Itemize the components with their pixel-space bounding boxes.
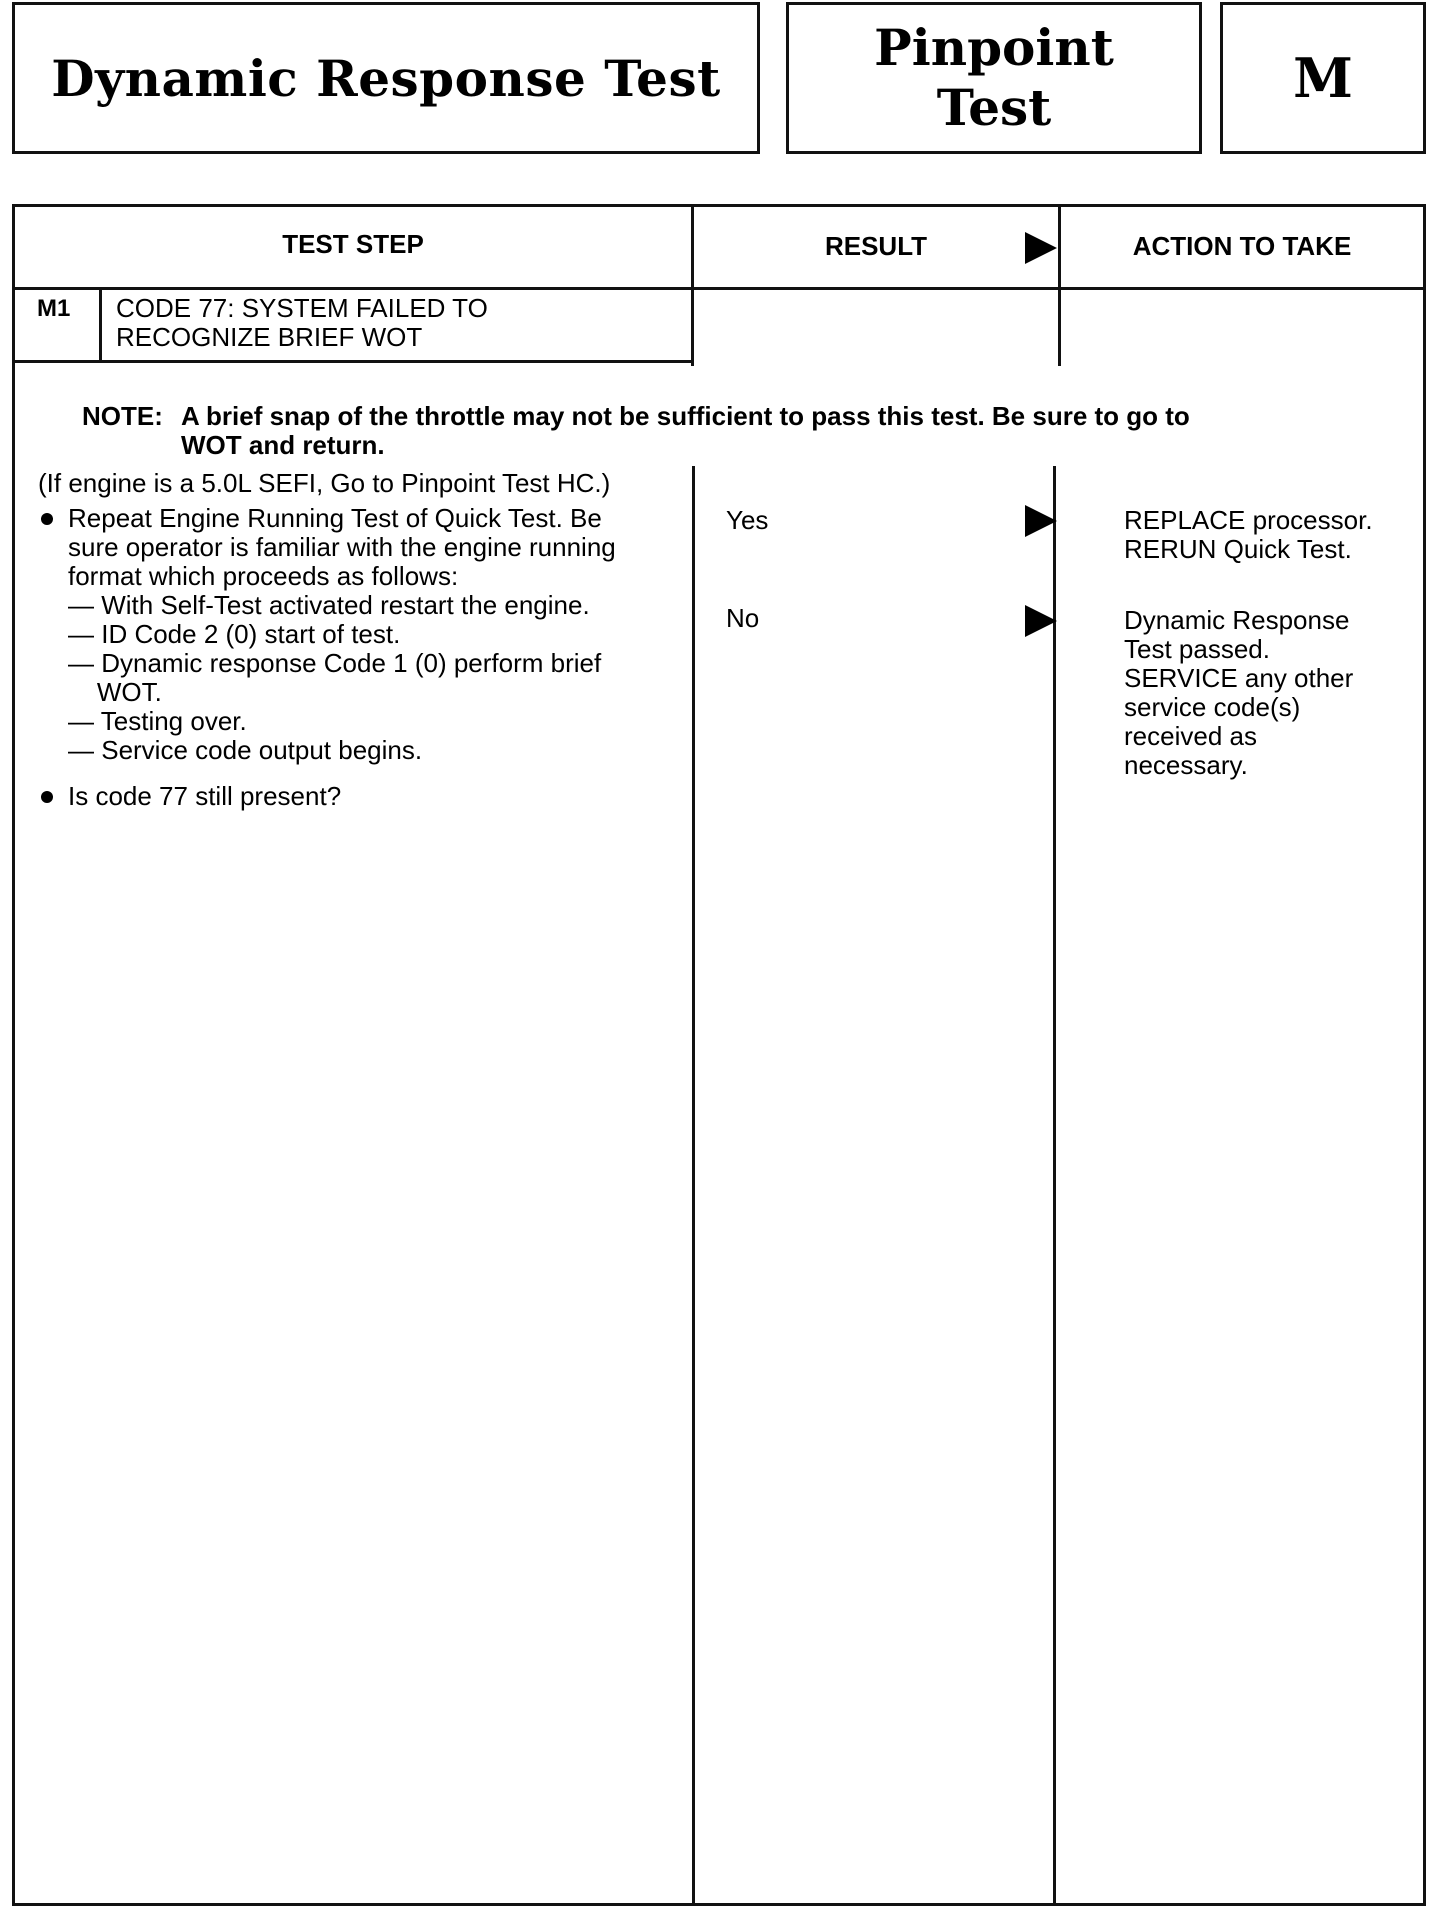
step-id-divider	[99, 287, 102, 362]
sub-item: — With Self-Test activated restart the engine.	[68, 590, 590, 620]
action-no-line4: service code(s)	[1124, 692, 1301, 722]
sub-item: — ID Code 2 (0) start of test.	[68, 619, 401, 649]
action-no-line6: necessary.	[1124, 750, 1248, 780]
col-divider-2-lower	[1053, 466, 1056, 1906]
pinpoint-test-label	[874, 18, 1114, 138]
sub-item: — Dynamic response Code 1 (0) perform brief	[68, 648, 602, 678]
action-yes-line1: REPLACE processor.	[1124, 505, 1373, 535]
pinpoint-label-line2: Test	[936, 78, 1052, 137]
column-header-test-step: TEST STEP	[282, 229, 424, 259]
instruction-intro: (If engine is a 5.0L SEFI, Go to Pinpoint Test HC.)	[38, 468, 611, 498]
test-letter-box	[1220, 2, 1426, 154]
table-border-left	[12, 204, 15, 1906]
note-line1: A brief snap of the throttle may not be sufficient to pass this test. Be sure to go to	[181, 401, 1190, 431]
instruction-bullet1-line2: sure operator is familiar with the engine running	[68, 532, 616, 562]
pinpoint-label-line1: Pinpoint	[874, 18, 1114, 77]
action-no-line3: SERVICE any other	[1124, 663, 1354, 693]
table-border-top	[12, 204, 1426, 207]
action-yes-line2: RERUN Quick Test.	[1124, 534, 1352, 564]
result-arrow-icon	[1025, 605, 1057, 637]
instruction-bullet2: Is code 77 still present?	[68, 781, 342, 811]
action-no-line5: received as	[1124, 721, 1257, 751]
bullet-icon	[41, 791, 53, 803]
sub-item: WOT.	[68, 677, 162, 707]
result-arrow-icon	[1025, 505, 1057, 537]
instruction-bullet1-line3: format which proceeds as follows:	[68, 561, 459, 591]
step-title-line2: RECOGNIZE BRIEF WOT	[116, 322, 423, 352]
document-title: Dynamic Response Test	[51, 48, 721, 108]
result-yes: Yes	[726, 505, 769, 535]
table-border-bottom	[12, 1903, 1426, 1906]
col-divider-2-upper	[1058, 204, 1061, 366]
step-title-line1: CODE 77: SYSTEM FAILED TO	[116, 293, 488, 323]
column-header-result: RESULT	[824, 231, 928, 261]
table-border-right	[1423, 204, 1426, 1906]
col-divider-1-upper	[691, 204, 694, 366]
sub-item: — Testing over.	[68, 706, 247, 736]
action-no-line2: Test passed.	[1124, 634, 1270, 664]
sub-item: — Service code output begins.	[68, 735, 423, 765]
col-divider-1-lower	[692, 466, 695, 1906]
instruction-bullet1-line1: Repeat Engine Running Test of Quick Test. Be	[68, 503, 602, 533]
bullet-icon	[41, 513, 53, 525]
column-header-action: ACTION TO TAKE	[1132, 231, 1352, 261]
note-label: NOTE:	[82, 401, 163, 431]
result-no: No	[726, 603, 760, 633]
step-id: M1	[37, 295, 71, 322]
pinpoint-test-box	[786, 2, 1202, 154]
step-row-bottom	[12, 360, 694, 363]
result-arrow-icon	[1025, 232, 1057, 264]
test-letter: M	[1293, 46, 1353, 110]
note-line2: WOT and return.	[181, 430, 385, 460]
action-no-line1: Dynamic Response	[1124, 605, 1350, 635]
header-row-divider	[12, 287, 1426, 290]
title-box	[12, 2, 760, 154]
